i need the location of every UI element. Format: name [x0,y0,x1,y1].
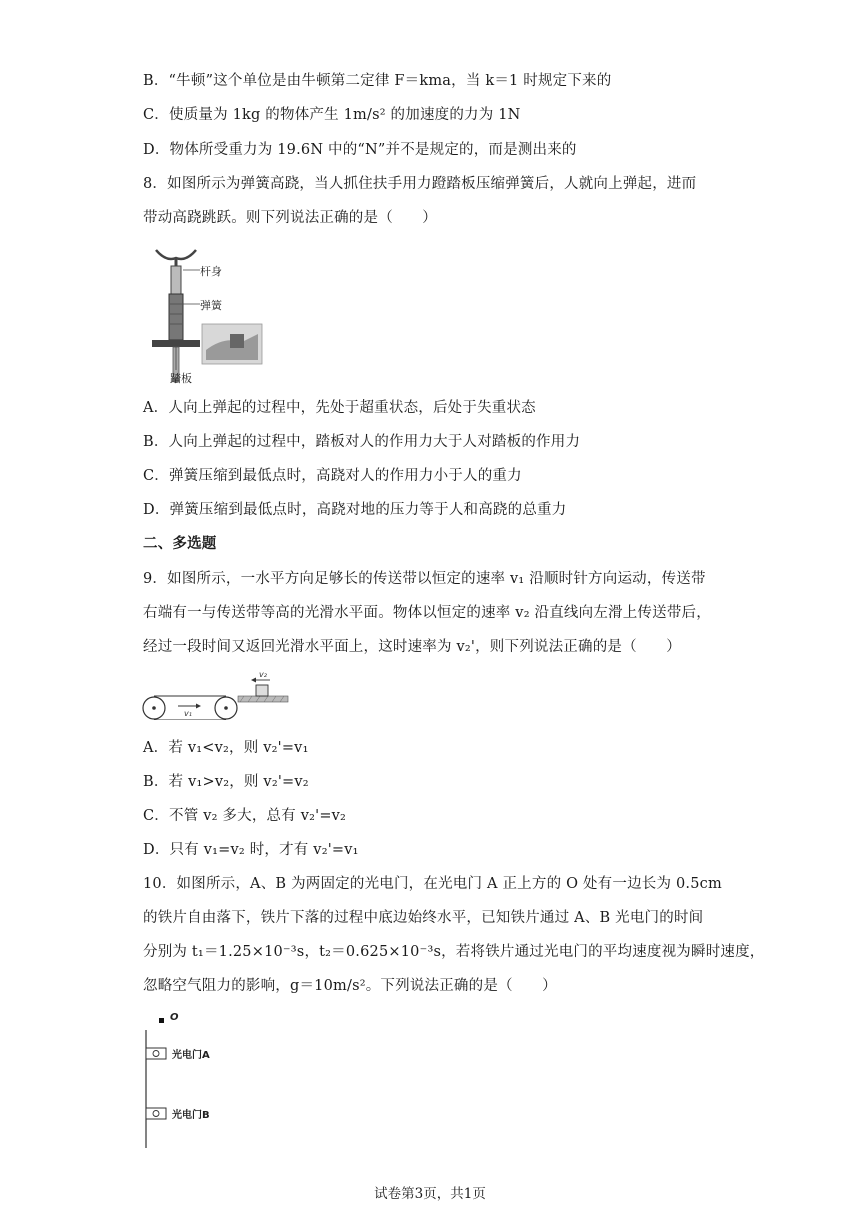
q9-stem-line1: 9．如图所示，一水平方向足够长的传送带以恒定的速率 v₁ 沿顺时针方向运动，传送带 [143,571,706,587]
photogate-figure [140,1008,250,1150]
q8-option-d: D．弹簧压缩到最低点时，高跷对地的压力等于人和高跷的总重力 [143,502,567,518]
label-rod: 杆身 [200,265,222,278]
label-spring: 弹簧 [200,299,222,312]
page-footer: 试卷第3页，共1页 [374,1186,486,1202]
q8-option-b: B．人向上弹起的过程中，踏板对人的作用力大于人对踏板的作用力 [143,434,581,450]
q7-option-c: C．使质量为 1kg 的物体产生 1m/s² 的加速度的力为 1N [143,107,521,123]
pogo-stick-figure [146,238,266,388]
q8-stem-line2: 带动高跷跳跃。则下列说法正确的是（ ） [143,210,437,226]
q10-stem-line4: 忽略空气阻力的影响，g＝10m/s²。下列说法正确的是（ ） [143,978,557,994]
label-pedal: 踏板 [170,372,192,385]
q9-option-d: D．只有 v₁=v₂ 时，才有 v₂'=v₁ [143,842,359,858]
conveyor-belt-figure [140,668,290,720]
label-v1: v₁ [184,709,192,718]
q9-option-c: C．不管 v₂ 多大，总有 v₂'=v₂ [143,808,347,824]
iron-piece [159,1018,164,1023]
section-heading-multi-choice: 二、多选题 [143,535,217,552]
label-v2: v₂ [259,670,267,679]
label-gate-a: 光电门A [172,1050,210,1061]
q10-stem-line1: 10．如图所示，A、B 为两固定的光电门，在光电门 A 正上方的 O 处有一边长为 0.5cm [143,876,722,892]
q7-option-d: D．物体所受重力为 19.6N 中的“N”并不是规定的，而是测出来的 [143,142,577,158]
q8-stem-line1: 8．如图所示为弹簧高跷，当人抓住扶手用力蹬踏板压缩弹簧后，人就向上弹起，进而 [143,176,697,192]
label-gate-b: 光电门B [172,1110,210,1121]
q9-stem-line2: 右端有一与传送带等高的光滑水平面。物体以恒定的速率 v₂ 沿直线向左滑上传送带后， [143,605,711,621]
q10-stem-line3: 分别为 t₁＝1.25×10⁻³s，t₂＝0.625×10⁻³s，若将铁片通过光电门的平均速度视为瞬时速度， [143,944,765,960]
q10-stem-line2: 的铁片自由落下，铁片下落的过程中底边始终水平，已知铁片通过 A、B 光电门的时间 [143,910,704,926]
q8-option-a: A．人向上弹起的过程中，先处于超重状态，后处于失重状态 [143,400,536,416]
q7-option-b: B．“牛顿”这个单位是由牛顿第二定律 F＝kma，当 k＝1 时规定下来的 [143,73,612,89]
q9-stem-line3: 经过一段时间又返回光滑水平面上，这时速率为 v₂'，则下列说法正确的是（ ） [143,639,681,655]
q9-option-b: B．若 v₁>v₂，则 v₂'=v₂ [143,774,309,790]
q8-option-c: C．弹簧压缩到最低点时，高跷对人的作用力小于人的重力 [143,468,522,484]
label-o: O [170,1012,179,1023]
q9-option-a: A．若 v₁<v₂，则 v₂'=v₁ [143,740,309,756]
